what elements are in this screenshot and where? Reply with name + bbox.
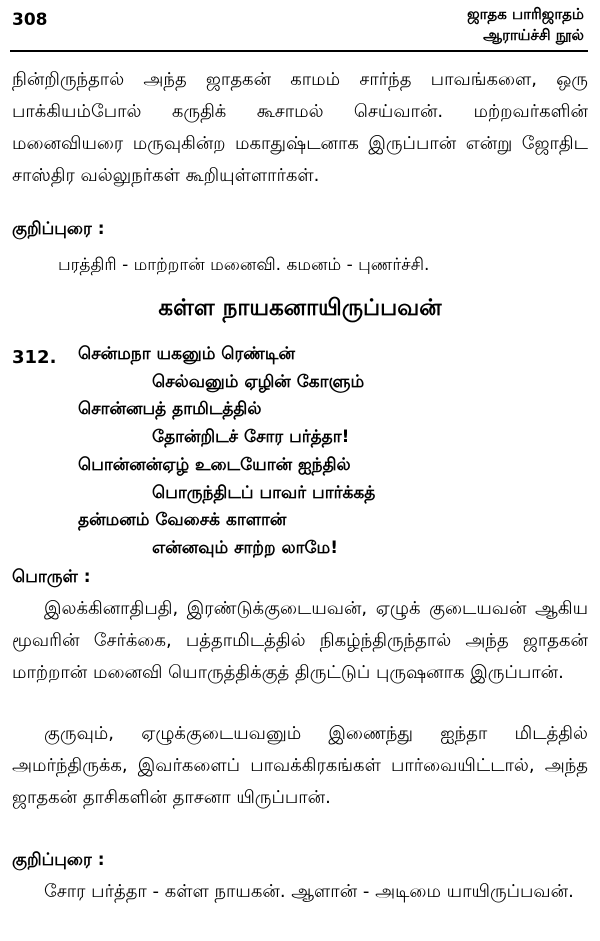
verse-line: செல்வனும் ஏழின் கோளும் [152,371,365,392]
verse-line: தன்மனம் வேசைக் காளான் [78,510,287,531]
section-title: கள்ள நாயகனாயிருப்பவன் [158,295,442,321]
meaning-paragraph1-block [12,593,588,689]
running-head [467,4,584,46]
verse-line: தோன்றிடச் சோர பர்த்தா! [152,427,350,448]
meaning-heading: பொருள் : [12,567,91,587]
header-rule [10,50,588,52]
verse [78,341,375,563]
note1-heading: குறிப்புரை : [12,219,105,239]
verse-line: சென்மநா யகனும் ரெண்டின் [78,344,295,364]
note2-heading: குறிப்புரை : [12,850,105,870]
running-title-line1: ஜாதக பாரிஜாதம் [467,5,584,23]
opening-paragraph-block [12,64,588,192]
verse-number: 312. [12,347,57,368]
opening-paragraph: நின்றிருந்தால் அந்த ஜாதகன் காமம் சார்ந்த பாவங்களை, ஒரு பாக்கியம்போல் கருதிக் கூசாமல் செய்வான். மற்றவர்களின் மனைவியரை மருவுகின்ற மகாதுஷ்டனாக இருப்பான் என்று ஜோதிட சாஸ்திர வல்லுநர்கள் கூறியுள்ளார்கள். [12,69,588,186]
note2-text: சோர பர்த்தா - கள்ள நாயகன். ஆளான் - அடிமை யாயிருப்பவன். [44,881,574,902]
page-number: 308 [12,10,48,30]
verse-line: பொருந்திடப் பாவர் பார்க்கத் [152,482,376,503]
meaning-paragraph2-block [12,718,588,814]
running-title-line2: ஆராய்ச்சி நூல் [483,26,584,44]
meaning-paragraph1: இலக்கினாதிபதி, இரண்டுக்குடையவன், ஏழுக் குடையவன் ஆகிய மூவரின் சேர்க்கை, பத்தாமிடத்தில் நிகழ்ந்திருந்தால் அந்த ஜாதகன் மாற்றான் மனைவி யொருத்திக்குத் திருட்டுப் புருஷனாக இருப்பான். [12,598,588,683]
verse-line: என்னவும் சாற்ற லாமே! [152,537,338,558]
verse-line: சொன்னபத் தாமிடத்தில் [78,399,262,420]
note2-block [12,876,588,908]
verse-line: பொன்னன்ஏழ் உடையோன் ஐந்தில் [78,454,351,475]
note1-text: பரத்திரி - மாற்றான் மனைவி. கமனம் - புணர்ச்சி. [58,255,430,275]
meaning-paragraph2: குருவும், ஏழுக்குடையவனும் இணைந்து ஐந்தா மிடத்தில் அமர்ந்திருக்க, இவர்களைப் பாவக்கிரகங்கள் பார்வையிட்டால், அந்த ஜாதகன் தாசிகளின் தாசனா யிருப்பான். [12,723,588,808]
